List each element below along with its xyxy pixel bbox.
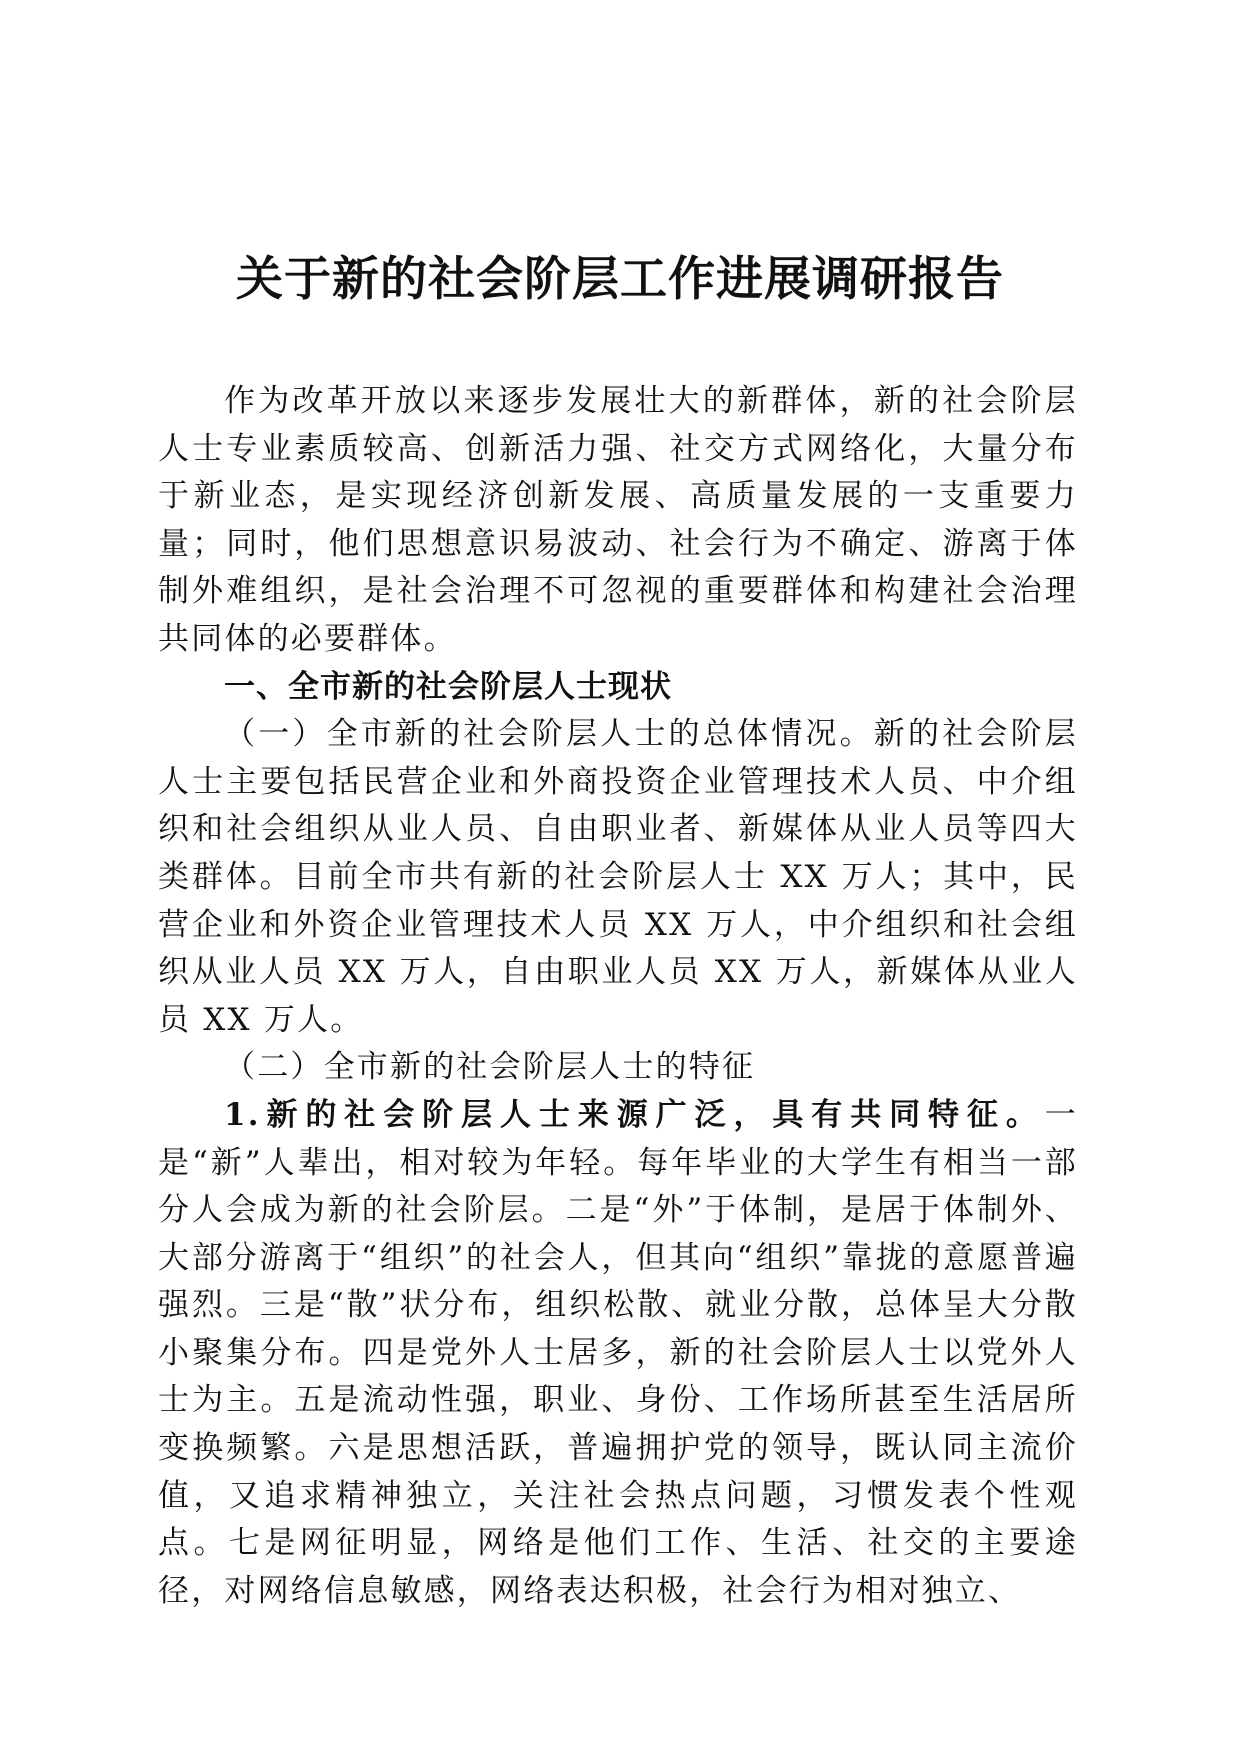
subsection-1-paragraph: （一）全市新的社会阶层人士的总体情况。新的社会阶层人士主要包括民营企业和外商投资企业管理技术人员、中介组织和社会组织从业人员、自由职业者、新媒体从业人员等四大类群体。目前全市共有新的社会阶层人士 XX 万人；其中，民营企业和外资企业管理技术人员 XX 万人，中介组织和社会组织从业人员 XX 万人，自由职业人员 XX 万人，新媒体从业人员 XX 万人。 [158, 716, 1078, 1038]
document-body [158, 378, 1078, 1615]
point-1-text: 一是“新”人辈出，相对较为年轻。每年毕业的大学生有相当一部分人会成为新的社会阶层。二是“外”于体制，是居于体制外、大部分游离于“组织”的社会人，但其向“组织”靠拢的意愿普遍强烈。三是“散”状分布，组织松散、就业分散，总体呈大分散小聚集分布。四是党外人士居多，新的社会阶层人士以党外人士为主。五是流动性强，职业、身份、工作场所甚至生活居所变换频繁。六是思想活跃，普遍拥护党的领导，既认同主流价值，又追求精神独立，关注社会热点问题，习惯发表个性观点。七是网征明显，网络是他们工作、生活、社交的主要途径，对网络信息敏感，网络表达积极，社会行为相对独立、 [158, 1096, 1078, 1609]
intro-paragraph: 作为改革开放以来逐步发展壮大的新群体，新的社会阶层人士专业素质较高、创新活力强、社交方式网络化，大量分布于新业态，是实现经济创新发展、高质量发展的一支重要力量；同时，他们思想意识易波动、社会行为不确定、游离于体制外难组织，是社会治理不可忽视的重要群体和构建社会治理共同体的必要群体。 [158, 383, 1078, 657]
document-title: 关于新的社会阶层工作进展调研报告 [236, 252, 1004, 307]
subsection-heading-2: （二）全市新的社会阶层人士的特征 [224, 1049, 756, 1086]
section-heading-1: 一、全市新的社会阶层人士现状 [224, 668, 672, 705]
point-1-lead: 1.新的社会阶层人士来源广泛，具有共同特征。 [224, 1096, 1045, 1133]
point-1-paragraph [158, 1092, 1078, 1616]
